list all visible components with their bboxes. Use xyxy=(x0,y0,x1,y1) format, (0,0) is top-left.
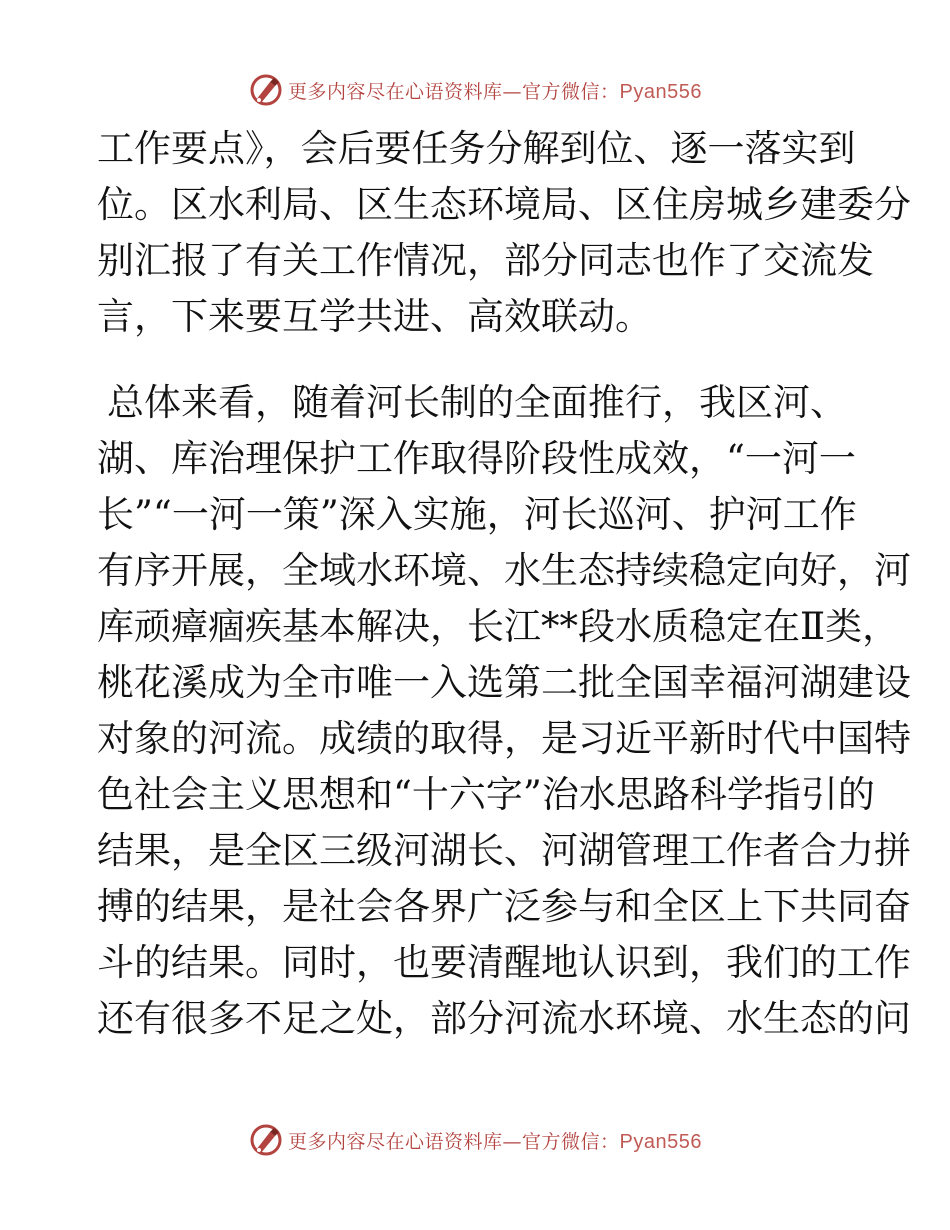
paragraph-1 xyxy=(97,121,911,345)
text-line: 有序开展，全域水环境、水生态持续稳定向好，河 xyxy=(97,549,911,592)
text-line: 湖、库治理保护工作取得阶段性成效，“一河一 xyxy=(97,437,856,480)
text-line: 别汇报了有关工作情况，部分同志也作了交流发 xyxy=(97,239,874,282)
text-line: 桃花溪成为全市唯一入选第二批全国幸福河湖建设 xyxy=(97,661,911,704)
text-line: 工作要点》，会后要任务分解到位、逐一落实到 xyxy=(97,127,856,170)
text-line: 对象的河流。成绩的取得，是习近平新时代中国特 xyxy=(97,717,911,760)
text-line: 总体来看，随着河长制的全面推行，我区河、 xyxy=(107,381,847,424)
text-line: 搏的结果，是社会各界广泛参与和全区上下共同奋 xyxy=(97,885,911,928)
header-watermark-id: Pyan556 xyxy=(619,80,702,103)
pen-logo-icon xyxy=(248,1122,284,1158)
text-line: 言，下来要互学共进、高效联动。 xyxy=(97,295,652,338)
text-line: 位。区水利局、区生态环境局、区住房城乡建委分 xyxy=(97,183,911,226)
text-line: 斗的结果。同时，也要清醒地认识到，我们的工作 xyxy=(97,941,911,984)
text-line: 还有很多不足之处，部分河流水环境、水生态的问 xyxy=(97,997,911,1040)
header-watermark-banner xyxy=(0,70,950,110)
paragraph-2 xyxy=(97,375,911,1047)
footer-watermark-id: Pyan556 xyxy=(619,1130,702,1153)
document-body xyxy=(97,121,911,1047)
pen-logo-icon xyxy=(248,72,284,108)
footer-watermark-banner xyxy=(0,1120,950,1160)
text-line: 色社会主义思想和“十六字”治水思路科学指引的 xyxy=(97,773,875,816)
text-line: 结果，是全区三级河湖长、河湖管理工作者合力拼 xyxy=(97,829,911,872)
header-watermark-text: 更多内容尽在心语资料库—官方微信：Pyan556 xyxy=(288,80,702,103)
text-line: 库顽瘴痼疾基本解决，长江**段水质稳定在Ⅱ类， xyxy=(97,605,900,648)
text-line: 长”“一河一策”深入实施，河长巡河、护河工作 xyxy=(97,493,857,536)
footer-watermark-text: 更多内容尽在心语资料库—官方微信：Pyan556 xyxy=(288,1130,702,1153)
